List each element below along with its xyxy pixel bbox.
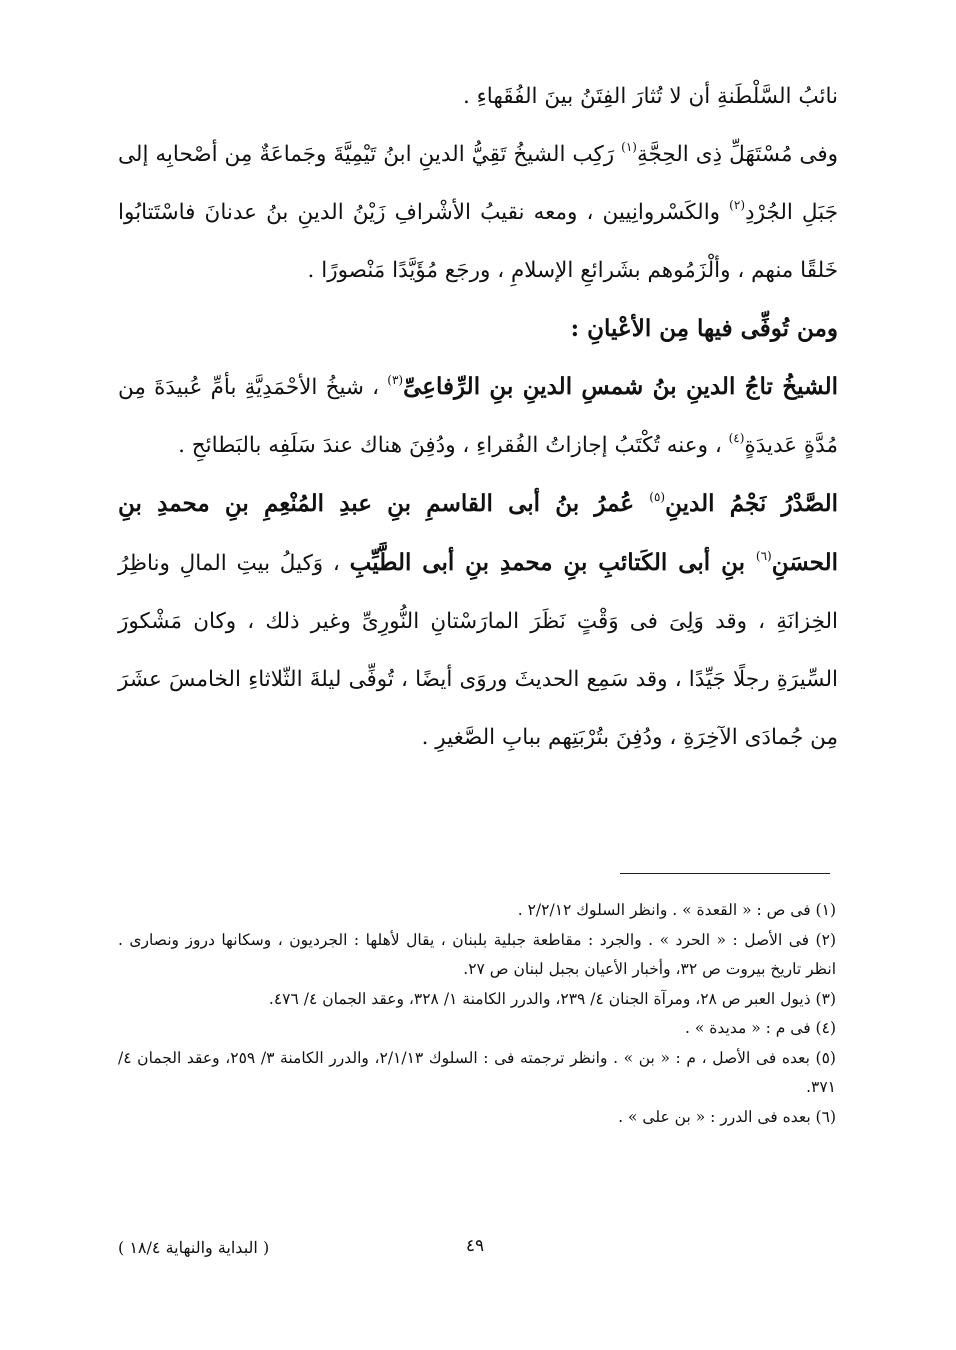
footnote-ref-4: (٤) (728, 431, 745, 445)
paragraph-4-name-3: بنِ أبى الكَتائبِ بنِ محمدِ بنِ أبى الطَّيِّبِ (349, 549, 756, 576)
paragraph-1 (118, 68, 838, 126)
paragraph-3 (118, 358, 838, 475)
main-text (118, 68, 838, 767)
footnote-3: (٣) ذيول العبر ص ٢٨، ومرآة الجنان ٤/ ٢٣٩، والدرر الكامنة ١/ ٣٢٨، وعقد الجمان ٤/ ٤٧٦. (268, 989, 836, 1008)
paragraph-2 (118, 126, 838, 300)
paragraph-3-name: الشيخُ تاجُ الدينِ بنُ شمسِ الدينِ بنِ الرِّفاعِىِّ (403, 373, 838, 400)
footnote-ref-1: (١) (621, 140, 637, 154)
footnote-ref-5: (٥) (649, 490, 666, 504)
footnote-separator (620, 873, 830, 874)
paragraph-3-text-b: ، وعنه تُكْتَبُ إجازاتُ الفُقراءِ ، ودُفِنَ هناك عندَ سَلَفِه بالبَطائحِ . (178, 433, 729, 458)
paragraph-2-text-a: وفى مُسْتَهَلِّ ذِى الحِجَّةِ (636, 142, 839, 167)
paragraph-1-text: نائبُ السَّلْطَنةِ أن لا تُثارَ الفِتَنُ بينَ الفُقَهاءِ . (463, 84, 838, 109)
page-number: ٤٩ (465, 1236, 485, 1256)
footnote-ref-2: (٢) (729, 198, 745, 212)
paragraph-4 (118, 475, 838, 767)
footnote-ref-6: (٦) (755, 549, 772, 563)
paragraph-2-text-c: والكَسْروانِيين ، ومعه نقيبُ الأشْرافِ زَيْنُ الدينِ بنُ عدنانَ فاسْتَتابُوا خَلقًا منهم ، وألْزَمُوهم بشَرائعِ الإسلامِ ، ورجَع مُؤَيَّدًا مَنْصورًا . (118, 200, 838, 283)
footnote-2: (٢) فى الأصل : « الحرد » . والجرد : مقاطعة جبلية بلبنان ، يقال لأهلها : الجرديون ، وسكانها دروز ونصارى . انظر تاريخ بيروت ص ٣٢، وأخبار الأعيان بجبل لبنان ص ٢٧. (118, 930, 836, 978)
running-title: ( البداية والنهاية ١٨/٤ ) (118, 1238, 270, 1257)
footnote-4: (٤) فى م : « مديدة » . (685, 1019, 836, 1037)
footnote-5: (٥) بعده فى الأصل ، م : « بن » . وانظر ترجمته فى : السلوك ٢/١/١٣، والدرر الكامنة ٣/ ٢٥٩، وعقد الجمان ٤/ ٣٧١. (118, 1048, 836, 1096)
section-heading: ومن تُوفِّى فيها مِن الأعْيانِ : (570, 315, 838, 342)
paragraph-2-text-b: رَكِب الشيخُ تَقِيُّ الدينِ ابنُ تَيْمِيَّةَ وجَماعَةٌ مِن أصْحابِه إلى جَبَلِ الجُرْدِ (118, 142, 838, 225)
footnotes (118, 896, 836, 1132)
paragraph-4-name-2: عُمرُ بنُ أبى القاسمِ بنِ عبدِ المُنْعِمِ بنِ محمدِ بنِ الحسَنِ (118, 490, 838, 576)
paragraph-4-text: ، وَكيلُ بيتِ المالِ وناظِرُ الخِزانَةِ ، وقد وَلِىَ فى وَقْتٍ نَظَرَ المارَسْتانِ النُّورِىِّ وغير ذلك ، وكان مَشْكورَ السِّيرَةِ رجلًا جَيِّدًا ، وقد سَمِع الحديثَ وروَى أيضًا ، تُوفِّى ليلةَ الثّلاثاءِ الخامسَ عشَرَ مِن جُمادَى الآخِرَةِ ، ودُفِنَ بتُرْبَتِهم ببابِ الصَّغيرِ . (118, 551, 838, 750)
footnote-1: (١) فى ص : « القعدة » . وانظر السلوك ٢/٢/١٢ . (517, 901, 836, 919)
paragraph-4-name-1: الصَّدْرُ نَجْمُ الدينِ (665, 490, 838, 517)
footnote-6: (٦) بعده فى الدرر : « بن على » . (618, 1107, 836, 1126)
paragraph-3-text-a: ، شيخُ الأحْمَدِيَّةِ بأمِّ عُبيدَةَ مِن مُدَّةٍ عَديدَةٍ (118, 375, 838, 458)
footnote-ref-3: (٣) (387, 373, 404, 387)
